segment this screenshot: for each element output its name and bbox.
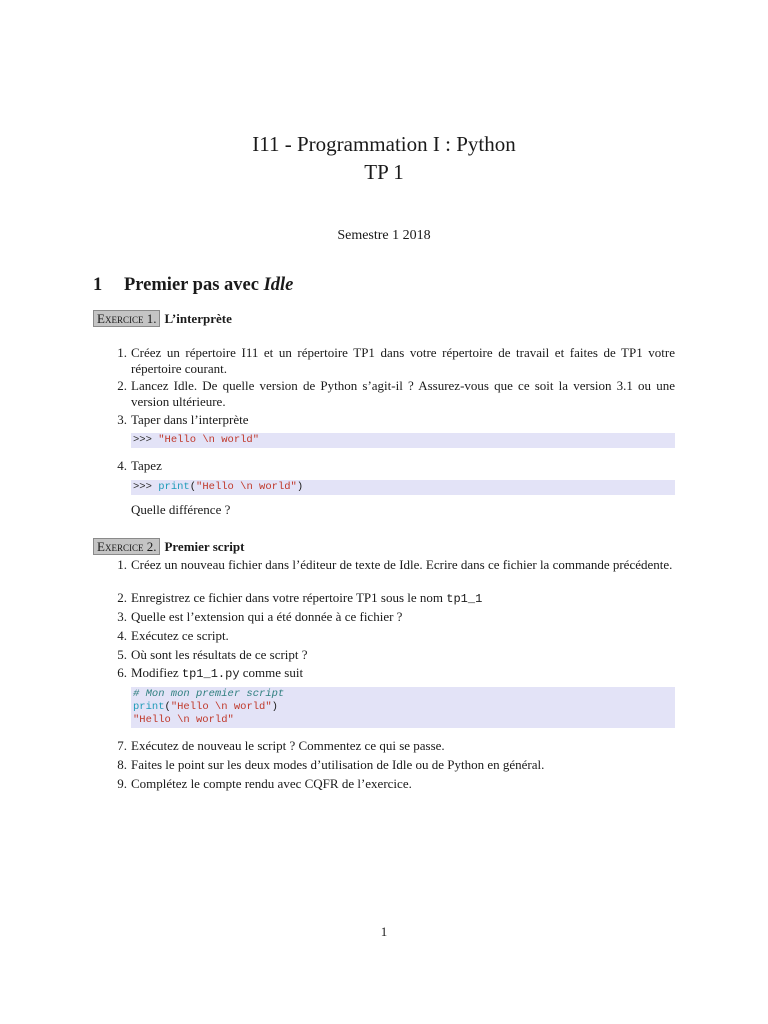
item-number: 1. <box>117 345 127 360</box>
exercise-1-title: L’interprète <box>164 311 232 326</box>
item-number: 2. <box>117 590 127 605</box>
exercise-2-title: Premier script <box>164 539 245 554</box>
section-title-emphasis: Idle <box>263 275 294 295</box>
exercise-1-heading <box>93 310 232 327</box>
item-text-suffix: comme suit <box>239 665 304 680</box>
item-text-prefix: Enregistrez ce fichier dans votre répertoire TP1 sous le nom <box>131 590 447 605</box>
item-number: 9. <box>117 776 127 791</box>
code-paren: ( <box>164 701 171 713</box>
semester-label: Semestre 1 2018 <box>337 228 431 243</box>
item-text: Complétez le compte rendu avec CQFR de l’exercice. <box>131 776 412 791</box>
item-text: Quelle est l’extension qui a été donnée à ce fichier ? <box>131 609 403 624</box>
item-number: 6. <box>117 665 127 680</box>
item-number: 2. <box>117 378 127 393</box>
code-comment: # Mon mon premier script <box>133 688 285 700</box>
code-prompt: >>> <box>133 434 159 446</box>
inline-code: tp1_1 <box>446 592 483 606</box>
item-number: 5. <box>117 647 127 662</box>
item-number: 8. <box>117 757 127 772</box>
code-block-3 <box>131 687 675 728</box>
item-number: 4. <box>117 628 127 643</box>
exercise-2-heading <box>93 538 244 555</box>
question-text: Quelle différence ? <box>131 502 231 517</box>
code-paren: ) <box>296 481 304 493</box>
item-text <box>131 665 675 683</box>
code-prompt: >>> <box>133 481 159 493</box>
code-function: print <box>133 701 165 713</box>
document-subtitle: TP 1 <box>364 160 404 184</box>
item-text: Lancez Idle. De quelle version de Python s’agit-il ? Assurez-vous que ce soit la version 3.1 ou une version ultérieure. <box>131 378 675 409</box>
item-text: Où sont les résultats de ce script ? <box>131 647 308 662</box>
item-text <box>131 590 675 608</box>
item-text: Créez un nouveau fichier dans l’éditeur de texte de Idle. Ecrire dans ce fichier la commande précédente. <box>131 557 673 572</box>
code-block-2 <box>131 480 675 495</box>
page-number: 1 <box>380 924 388 939</box>
exercise-1-tag: Exercice 1. <box>93 310 160 327</box>
exercise-2-tag: Exercice 2. <box>93 538 160 555</box>
section-title: Premier pas avec <box>124 275 259 295</box>
item-text: Tapez <box>131 458 162 473</box>
item-text: Exécutez ce script. <box>131 628 229 643</box>
item-text: Exécutez de nouveau le script ? Commentez ce qui se passe. <box>131 738 445 753</box>
code-string: "Hello \n world" <box>196 481 297 493</box>
inline-code: tp1_1.py <box>181 667 240 681</box>
code-string: "Hello \n world" <box>170 701 272 713</box>
item-text-prefix: Modifiez <box>131 665 182 680</box>
code-string: "Hello \n world" <box>133 714 234 726</box>
code-paren: ) <box>271 701 278 713</box>
section-heading <box>93 275 293 296</box>
item-number: 4. <box>117 458 127 473</box>
item-text: Taper dans l’interprète <box>131 412 249 427</box>
code-function: print <box>158 481 190 493</box>
item-number: 3. <box>117 609 127 624</box>
code-string: "Hello \n world" <box>158 434 260 446</box>
code-paren: ( <box>189 481 197 493</box>
item-text: Créez un répertoire I11 et un répertoire TP1 dans votre répertoire de travail et faites de TP1 votre répertoire courant. <box>131 345 675 376</box>
item-text: Faites le point sur les deux modes d’utilisation de Idle ou de Python en général. <box>131 757 545 772</box>
item-number: 7. <box>117 738 127 753</box>
item-number: 3. <box>117 412 127 427</box>
section-number: 1 <box>93 275 103 295</box>
item-number: 1. <box>117 557 127 572</box>
document-title: I11 - Programmation I : Python <box>252 132 516 156</box>
code-block-1 <box>131 433 675 448</box>
